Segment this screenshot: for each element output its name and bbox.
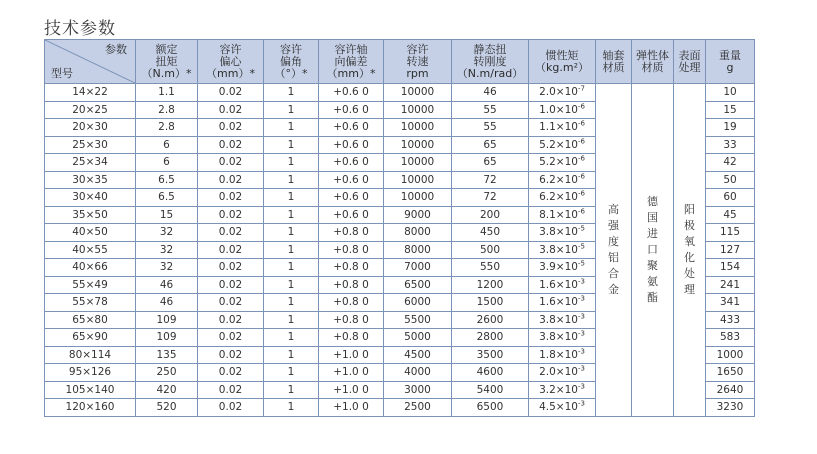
cell-weight: 1650	[706, 364, 755, 382]
cell-torque: 46	[136, 276, 198, 294]
cell-inertia	[529, 399, 596, 417]
cell-angle: 1	[264, 329, 319, 347]
cell-stiffness: 55	[452, 101, 529, 119]
cell-inertia	[529, 171, 596, 189]
cell-torque: 2.8	[136, 119, 198, 137]
cell-eccentricity: 0.02	[198, 241, 264, 259]
cell-weight: 241	[706, 276, 755, 294]
inertia-exponent: -3	[577, 364, 585, 373]
header-axial-line: （mm）*	[326, 66, 376, 80]
cell-eccentricity: 0.02	[198, 364, 264, 382]
header-axial-line: 容许轴	[334, 42, 368, 56]
table-row	[45, 84, 755, 102]
cell-weight: 1000	[706, 346, 755, 364]
header-speed	[384, 40, 452, 84]
inertia-base: 3.8×10	[539, 243, 578, 256]
cell-weight: 50	[706, 171, 755, 189]
vertical-char: 度	[608, 234, 619, 248]
cell-inertia	[529, 294, 596, 312]
cell-speed: 10000	[384, 136, 452, 154]
inertia-base: 5.2×10	[539, 138, 578, 151]
cell-angle: 1	[264, 119, 319, 137]
cell-model: 14×22	[45, 84, 136, 102]
header-eccentricity-line: （mm）*	[206, 66, 255, 80]
header-weight-line: 重量	[719, 48, 741, 62]
inertia-base: 6.2×10	[539, 173, 578, 186]
inertia-exponent: -5	[577, 224, 585, 233]
inertia-exponent: -6	[577, 102, 585, 111]
cell-axial: +1.0 0	[319, 381, 384, 399]
cell-axial: +1.0 0	[319, 364, 384, 382]
cell-torque: 6.5	[136, 171, 198, 189]
cell-angle: 1	[264, 171, 319, 189]
header-stiffness-line: 转刚度	[473, 54, 507, 68]
inertia-exponent: -6	[577, 207, 585, 216]
cell-model: 80×114	[45, 346, 136, 364]
cell-weight: 3230	[706, 399, 755, 417]
cell-stiffness: 2800	[452, 329, 529, 347]
vertical-char: 合	[608, 266, 619, 280]
cell-angle: 1	[264, 224, 319, 242]
inertia-base: 2.0×10	[539, 86, 578, 99]
cell-speed: 10000	[384, 119, 452, 137]
cell-eccentricity: 0.02	[198, 224, 264, 242]
cell-speed: 4500	[384, 346, 452, 364]
header-surface-treatment-line: 表面	[678, 48, 701, 62]
inertia-base: 4.5×10	[539, 401, 578, 414]
vertical-char: 金	[608, 282, 619, 296]
cell-weight: 42	[706, 154, 755, 172]
vertical-char: 阳	[684, 202, 695, 216]
header-surface-treatment	[674, 40, 706, 84]
cell-model: 55×78	[45, 294, 136, 312]
inertia-exponent: -3	[577, 329, 585, 338]
header-elastomer-material-line: 弹性体	[636, 48, 669, 62]
cell-model: 30×40	[45, 189, 136, 207]
header-sleeve-material	[596, 40, 632, 84]
cell-eccentricity: 0.02	[198, 171, 264, 189]
cell-inertia	[529, 136, 596, 154]
cell-weight: 45	[706, 206, 755, 224]
cell-weight: 60	[706, 189, 755, 207]
cell-eccentricity: 0.02	[198, 84, 264, 102]
cell-torque: 520	[136, 399, 198, 417]
cell-stiffness: 3500	[452, 346, 529, 364]
cell-angle: 1	[264, 259, 319, 277]
cell-inertia	[529, 364, 596, 382]
inertia-base: 3.9×10	[539, 261, 578, 274]
cell-speed: 3000	[384, 381, 452, 399]
vertical-char: 化	[684, 250, 695, 264]
cell-stiffness: 450	[452, 224, 529, 242]
cell-axial: +0.6 0	[319, 84, 384, 102]
cell-stiffness: 65	[452, 154, 529, 172]
cell-stiffness: 550	[452, 259, 529, 277]
cell-angle: 1	[264, 154, 319, 172]
cell-torque: 420	[136, 381, 198, 399]
vertical-char: 聚	[647, 258, 658, 272]
cell-inertia	[529, 381, 596, 399]
cell-torque: 32	[136, 259, 198, 277]
cell-angle: 1	[264, 381, 319, 399]
cell-speed: 8000	[384, 241, 452, 259]
inertia-base: 5.2×10	[539, 156, 578, 169]
inertia-exponent: -7	[577, 84, 585, 93]
cell-eccentricity: 0.02	[198, 346, 264, 364]
inertia-exponent: -5	[577, 259, 585, 268]
inertia-exponent: -6	[577, 189, 585, 198]
cell-model: 40×50	[45, 224, 136, 242]
cell-axial: +0.8 0	[319, 311, 384, 329]
header-eccentricity-line: 容许	[219, 42, 242, 56]
cell-stiffness: 65	[452, 136, 529, 154]
vertical-char: 铝	[608, 250, 619, 264]
cell-inertia	[529, 189, 596, 207]
header-angle-line: （°）*	[274, 66, 308, 80]
cell-model: 30×35	[45, 171, 136, 189]
header-torque-line: （N.m）*	[141, 66, 192, 80]
cell-inertia	[529, 259, 596, 277]
cell-angle: 1	[264, 206, 319, 224]
cell-torque: 15	[136, 206, 198, 224]
cell-weight: 127	[706, 241, 755, 259]
cell-axial: +0.8 0	[319, 241, 384, 259]
cell-model: 95×126	[45, 364, 136, 382]
cell-axial: +0.8 0	[319, 294, 384, 312]
inertia-base: 3.2×10	[539, 383, 578, 396]
vertical-char: 极	[684, 218, 695, 232]
cell-torque: 32	[136, 224, 198, 242]
cell-weight: 19	[706, 119, 755, 137]
cell-speed: 6500	[384, 276, 452, 294]
cell-eccentricity: 0.02	[198, 381, 264, 399]
cell-surface-treatment-text	[674, 202, 705, 298]
cell-stiffness: 72	[452, 189, 529, 207]
header-torque-line: 额定	[155, 42, 178, 56]
cell-eccentricity: 0.02	[198, 189, 264, 207]
cell-eccentricity: 0.02	[198, 136, 264, 154]
cell-angle: 1	[264, 136, 319, 154]
cell-inertia	[529, 346, 596, 364]
cell-speed: 10000	[384, 101, 452, 119]
inertia-base: 6.2×10	[539, 191, 578, 204]
inertia-exponent: -3	[577, 382, 585, 391]
cell-torque: 6	[136, 154, 198, 172]
cell-model: 40×55	[45, 241, 136, 259]
inertia-exponent: -6	[577, 137, 585, 146]
cell-surface-treatment	[674, 84, 706, 417]
vertical-char: 德	[647, 194, 658, 208]
cell-weight: 341	[706, 294, 755, 312]
cell-torque: 109	[136, 311, 198, 329]
cell-speed: 7000	[384, 259, 452, 277]
cell-torque: 109	[136, 329, 198, 347]
cell-eccentricity: 0.02	[198, 101, 264, 119]
cell-model: 20×25	[45, 101, 136, 119]
header-angle	[264, 40, 319, 84]
inertia-exponent: -5	[577, 242, 585, 251]
header-inertia-line: （kg.m²）	[535, 60, 589, 74]
cell-axial: +0.6 0	[319, 206, 384, 224]
cell-eccentricity: 0.02	[198, 154, 264, 172]
inertia-exponent: -3	[577, 312, 585, 321]
cell-torque: 1.1	[136, 84, 198, 102]
header-stiffness	[452, 40, 529, 84]
cell-inertia	[529, 224, 596, 242]
cell-eccentricity: 0.02	[198, 206, 264, 224]
header-axial-line: 向偏差	[334, 54, 368, 68]
cell-speed: 2500	[384, 399, 452, 417]
cell-speed: 8000	[384, 224, 452, 242]
cell-angle: 1	[264, 364, 319, 382]
cell-stiffness: 6500	[452, 399, 529, 417]
cell-elastomer-material	[632, 84, 674, 417]
cell-inertia	[529, 84, 596, 102]
cell-speed: 5000	[384, 329, 452, 347]
cell-stiffness: 5400	[452, 381, 529, 399]
cell-axial: +1.0 0	[319, 399, 384, 417]
header-inertia-line: 惯性矩	[545, 48, 579, 62]
cell-angle: 1	[264, 84, 319, 102]
inertia-exponent: -3	[577, 277, 585, 286]
cell-torque: 32	[136, 241, 198, 259]
inertia-base: 1.0×10	[539, 103, 578, 116]
cell-weight: 33	[706, 136, 755, 154]
cell-model: 120×160	[45, 399, 136, 417]
inertia-base: 3.8×10	[539, 313, 578, 326]
cell-speed: 10000	[384, 189, 452, 207]
inertia-exponent: -3	[577, 294, 585, 303]
cell-model: 55×49	[45, 276, 136, 294]
cell-speed: 5500	[384, 311, 452, 329]
inertia-base: 3.8×10	[539, 226, 578, 239]
cell-weight: 154	[706, 259, 755, 277]
header-inertia	[529, 40, 596, 84]
inertia-base: 1.6×10	[539, 278, 578, 291]
header-sleeve-material-line: 材质	[602, 60, 625, 74]
cell-inertia	[529, 119, 596, 137]
cell-angle: 1	[264, 241, 319, 259]
cell-model: 105×140	[45, 381, 136, 399]
cell-stiffness: 500	[452, 241, 529, 259]
cell-torque: 46	[136, 294, 198, 312]
vertical-char: 国	[647, 210, 658, 224]
cell-angle: 1	[264, 399, 319, 417]
cell-torque: 6	[136, 136, 198, 154]
cell-weight: 15	[706, 101, 755, 119]
cell-sleeve-material	[596, 84, 632, 417]
inertia-exponent: -6	[577, 172, 585, 181]
cell-model: 35×50	[45, 206, 136, 224]
cell-eccentricity: 0.02	[198, 329, 264, 347]
cell-weight: 433	[706, 311, 755, 329]
cell-axial: +0.6 0	[319, 119, 384, 137]
cell-inertia	[529, 329, 596, 347]
cell-model: 65×80	[45, 311, 136, 329]
header-axial	[319, 40, 384, 84]
corner-param-label: 参数	[105, 43, 127, 56]
cell-inertia	[529, 276, 596, 294]
cell-stiffness: 46	[452, 84, 529, 102]
cell-stiffness: 1200	[452, 276, 529, 294]
vertical-char: 高	[608, 202, 619, 216]
header-speed-line: 容许	[406, 42, 429, 56]
cell-stiffness: 1500	[452, 294, 529, 312]
cell-stiffness: 72	[452, 171, 529, 189]
spec-table	[44, 39, 755, 417]
cell-weight: 583	[706, 329, 755, 347]
header-angle-line: 偏角	[280, 54, 302, 68]
cell-model: 65×90	[45, 329, 136, 347]
corner-header	[45, 40, 136, 84]
corner-model-label: 型号	[51, 67, 73, 80]
cell-axial: +0.8 0	[319, 259, 384, 277]
cell-model: 40×66	[45, 259, 136, 277]
header-speed-line: 转速	[406, 54, 429, 68]
cell-axial: +0.6 0	[319, 154, 384, 172]
cell-model: 20×30	[45, 119, 136, 137]
cell-eccentricity: 0.02	[198, 119, 264, 137]
cell-model: 25×30	[45, 136, 136, 154]
header-row	[45, 40, 755, 84]
cell-angle: 1	[264, 311, 319, 329]
cell-speed: 10000	[384, 84, 452, 102]
cell-model: 25×34	[45, 154, 136, 172]
cell-eccentricity: 0.02	[198, 276, 264, 294]
cell-torque: 2.8	[136, 101, 198, 119]
inertia-base: 8.1×10	[539, 208, 578, 221]
cell-axial: +1.0 0	[319, 346, 384, 364]
vertical-char: 处	[684, 266, 695, 280]
cell-axial: +0.8 0	[319, 224, 384, 242]
vertical-char: 氧	[684, 234, 695, 248]
cell-axial: +0.6 0	[319, 136, 384, 154]
cell-angle: 1	[264, 189, 319, 207]
vertical-char: 氨	[647, 274, 658, 288]
cell-inertia	[529, 101, 596, 119]
cell-elastomer-material-text	[632, 194, 673, 306]
header-weight-line: g	[726, 60, 734, 74]
cell-angle: 1	[264, 294, 319, 312]
inertia-base: 1.1×10	[539, 121, 578, 134]
header-elastomer-material	[632, 40, 674, 84]
cell-eccentricity: 0.02	[198, 399, 264, 417]
cell-torque: 250	[136, 364, 198, 382]
cell-stiffness: 55	[452, 119, 529, 137]
cell-weight: 115	[706, 224, 755, 242]
cell-axial: +0.8 0	[319, 276, 384, 294]
cell-angle: 1	[264, 346, 319, 364]
cell-angle: 1	[264, 101, 319, 119]
vertical-char: 理	[684, 282, 695, 296]
cell-axial: +0.6 0	[319, 171, 384, 189]
cell-stiffness: 200	[452, 206, 529, 224]
header-torque	[136, 40, 198, 84]
header-elastomer-material-line: 材质	[641, 60, 664, 74]
header-sleeve-material-line: 轴套	[602, 48, 625, 62]
vertical-char: 口	[647, 242, 658, 256]
cell-axial: +0.6 0	[319, 189, 384, 207]
inertia-base: 2.0×10	[539, 366, 578, 379]
cell-speed: 10000	[384, 154, 452, 172]
inertia-base: 3.8×10	[539, 331, 578, 344]
cell-inertia	[529, 241, 596, 259]
header-stiffness-line: （N.m/rad）	[456, 66, 524, 80]
page-title: 技术参数	[44, 19, 116, 39]
header-angle-line: 容许	[280, 42, 302, 56]
cell-axial: +0.8 0	[319, 329, 384, 347]
inertia-base: 1.8×10	[539, 348, 578, 361]
cell-weight: 2640	[706, 381, 755, 399]
header-torque-line: 扭矩	[155, 54, 178, 68]
inertia-exponent: -6	[577, 119, 585, 128]
cell-speed: 6000	[384, 294, 452, 312]
header-stiffness-line: 静态扭	[473, 42, 507, 56]
cell-weight: 10	[706, 84, 755, 102]
cell-eccentricity: 0.02	[198, 311, 264, 329]
header-weight	[706, 40, 755, 84]
cell-stiffness: 4600	[452, 364, 529, 382]
header-speed-line: rpm	[406, 66, 429, 80]
cell-inertia	[529, 311, 596, 329]
header-eccentricity-line: 偏心	[219, 54, 242, 68]
vertical-char: 酯	[647, 290, 658, 304]
cell-torque: 135	[136, 346, 198, 364]
header-eccentricity	[198, 40, 264, 84]
inertia-base: 1.6×10	[539, 296, 578, 309]
cell-angle: 1	[264, 276, 319, 294]
inertia-exponent: -3	[577, 347, 585, 356]
inertia-exponent: -3	[577, 399, 585, 408]
vertical-char: 进	[647, 226, 658, 240]
vertical-char: 强	[608, 218, 619, 232]
cell-inertia	[529, 154, 596, 172]
cell-sleeve-material-text	[596, 202, 631, 298]
cell-speed: 9000	[384, 206, 452, 224]
cell-torque: 6.5	[136, 189, 198, 207]
cell-eccentricity: 0.02	[198, 294, 264, 312]
cell-speed: 10000	[384, 171, 452, 189]
cell-inertia	[529, 206, 596, 224]
header-surface-treatment-line: 处理	[678, 60, 701, 74]
cell-eccentricity: 0.02	[198, 259, 264, 277]
inertia-exponent: -6	[577, 154, 585, 163]
cell-axial: +0.6 0	[319, 101, 384, 119]
cell-speed: 4000	[384, 364, 452, 382]
cell-stiffness: 2600	[452, 311, 529, 329]
